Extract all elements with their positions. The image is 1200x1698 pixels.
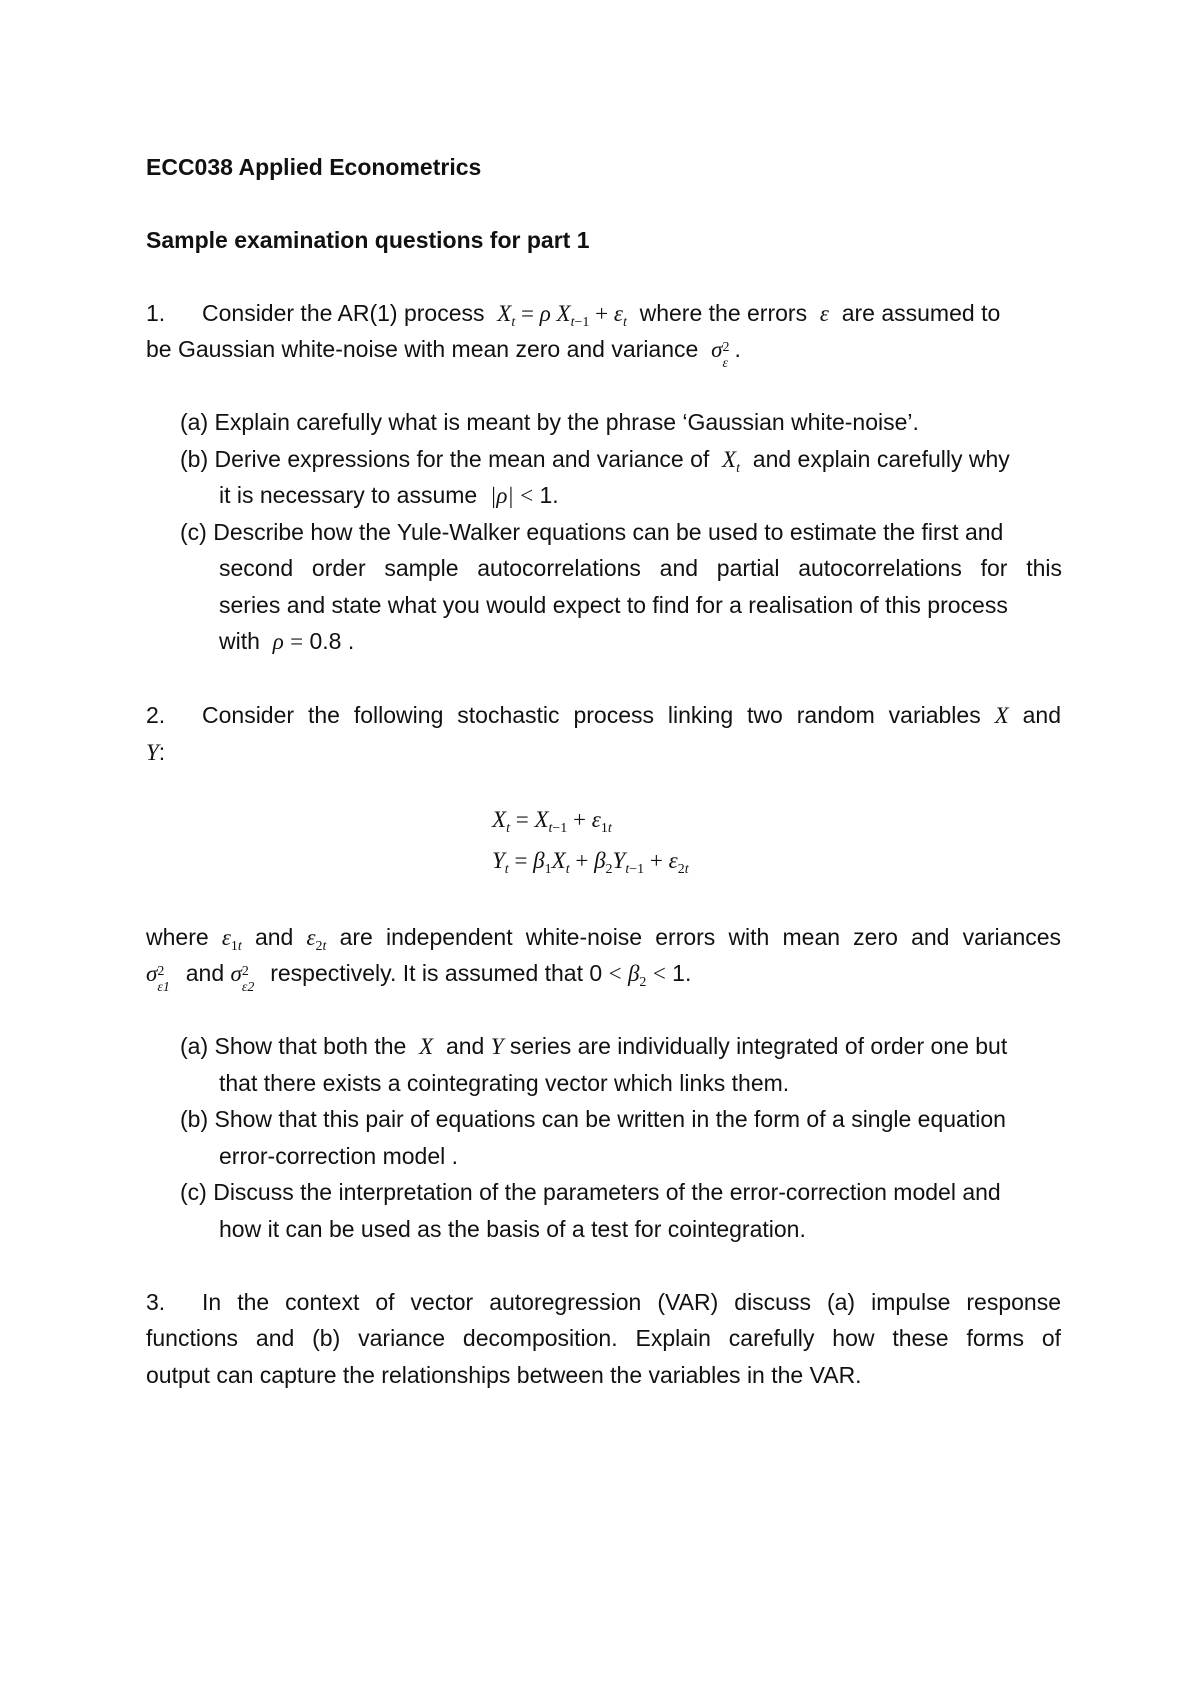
equation-y: $Y_t = \beta_1X_t + \beta_2Y_{t-1} + \varepsilon_{2t}$ (492, 848, 689, 877)
q2-part-a-line2: that there exists a cointegrating vector which links them. (219, 1070, 790, 1096)
page-subtitle: Sample examination questions for part 1 (146, 227, 590, 253)
q3-line3: output can capture the relationships between the variables in the VAR. (146, 1362, 862, 1388)
q2-number: 2. (146, 702, 166, 728)
q1-part-a: (a) Explain carefully what is meant by the phrase ‘Gaussian white-noise’. (180, 409, 919, 435)
q2-variance-line: σ 2 ε1 and σ 2 ε2 respectively. It is assumed that $0 < \beta_2 < 1$. (146, 960, 692, 995)
q1-line2: be Gaussian white-noise with mean zero and variance σ 2 ε . (146, 336, 741, 371)
q2-part-a: (a) Show that both the X and Y series are individually integrated of order one but (180, 1033, 1008, 1059)
equation-x: $X_t = X_{t-1} + \varepsilon_{1t}$ (492, 807, 612, 836)
q2-part-c-line2: how it can be used as the basis of a test for cointegration. (219, 1216, 806, 1242)
q1-number: 1. (146, 300, 166, 326)
q3-line1: 3. In the context of vector autoregression (VAR) discuss (a) impulse response (146, 1289, 1061, 1315)
q2-line2: Y: (146, 739, 166, 765)
q1-part-b-line2: it is necessary to assume |ρ| < 1. (219, 482, 559, 508)
q1-part-c-line3: series and state what you would expect to find for a realisation of this process (219, 592, 1008, 618)
q1-line1: 1. Consider the AR(1) process $X_t = \rho$ $X_{t-1} + \varepsilon_t$ where the errors ε are assumed to (146, 300, 1001, 330)
ar1-equation: $X_t = \rho$ $X_{t-1} + \varepsilon_t$ (497, 301, 627, 330)
q2-line1: 2. Consider the following stochastic process linking two random variables X and (146, 702, 1061, 728)
q1-part-c-line2: second order sample autocorrelations and partial autocorrelations for this (219, 555, 1062, 581)
q3-number: 3. (146, 1289, 166, 1315)
q3-line2: functions and (b) variance decomposition. Explain carefully how these forms of (146, 1325, 1061, 1351)
q2-part-c: (c) Discuss the interpretation of the parameters of the error-correction model and (180, 1179, 1001, 1205)
q2-part-b-line2: error-correction model . (219, 1143, 459, 1169)
q2-part-b: (b) Show that this pair of equations can be written in the form of a single equation (180, 1106, 1006, 1132)
q1-part-c-line4: with ρ = 0.8 . (219, 628, 355, 654)
course-title: ECC038 Applied Econometrics (146, 154, 482, 180)
q1-part-c: (c) Describe how the Yule-Walker equations can be used to estimate the first and (180, 519, 1004, 545)
q1-part-b: (b) Derive expressions for the mean and variance of $X_t$ and explain carefully why (180, 446, 1010, 476)
q2-where-line: where $\varepsilon_{1t}$ and $\varepsilon_{2t}$ are independent white-noise errors with mean zero and variances (146, 924, 1062, 954)
